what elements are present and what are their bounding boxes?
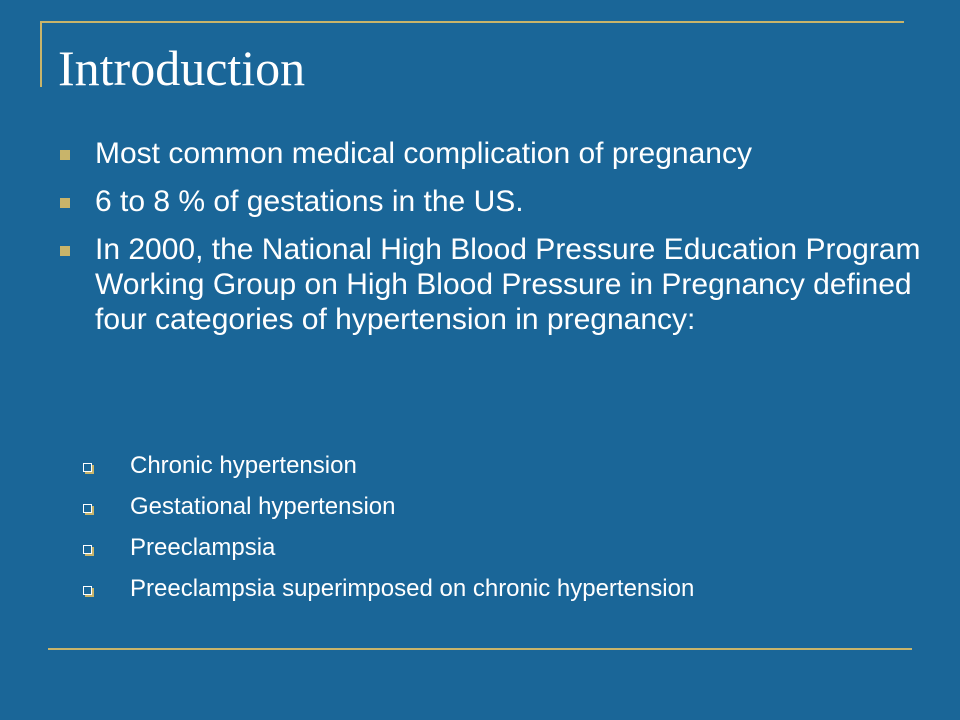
bullet-text: In 2000, the National High Blood Pressure Education Program Working Group on High Blood Pressure in Pregnancy defined four categories of hypertension in pregnancy: <box>95 233 921 336</box>
square-bullet-icon <box>60 150 70 160</box>
hollow-square-bullet-icon <box>83 545 92 554</box>
bullet-list <box>60 136 930 350</box>
sub-bullet-text: Gestational hypertension <box>130 493 396 520</box>
bullet-text: 6 to 8 % of gestations in the US. <box>95 185 524 218</box>
bullet-item <box>60 136 930 171</box>
hollow-square-bullet-icon <box>83 463 92 472</box>
sub-bullet-text: Chronic hypertension <box>130 452 357 479</box>
hollow-square-bullet-icon <box>83 504 92 513</box>
sub-bullet-text: Preeclampsia superimposed on chronic hypertension <box>130 575 695 602</box>
hollow-square-bullet-icon <box>83 586 92 595</box>
sub-bullet-text: Preeclampsia <box>130 534 276 561</box>
sub-bullet-list <box>83 452 694 616</box>
sub-bullet-item <box>83 493 694 521</box>
bottom-divider <box>48 648 912 650</box>
left-divider <box>40 21 42 87</box>
sub-bullet-item <box>83 452 694 480</box>
bullet-text: Most common medical complication of pregnancy <box>95 137 752 170</box>
square-bullet-icon <box>60 246 70 256</box>
top-divider <box>40 21 904 23</box>
slide-title: Introduction <box>58 40 306 96</box>
bullet-item <box>60 232 930 337</box>
sub-bullet-item <box>83 575 694 603</box>
square-bullet-icon <box>60 198 70 208</box>
bullet-item <box>60 184 930 219</box>
sub-bullet-item <box>83 534 694 562</box>
